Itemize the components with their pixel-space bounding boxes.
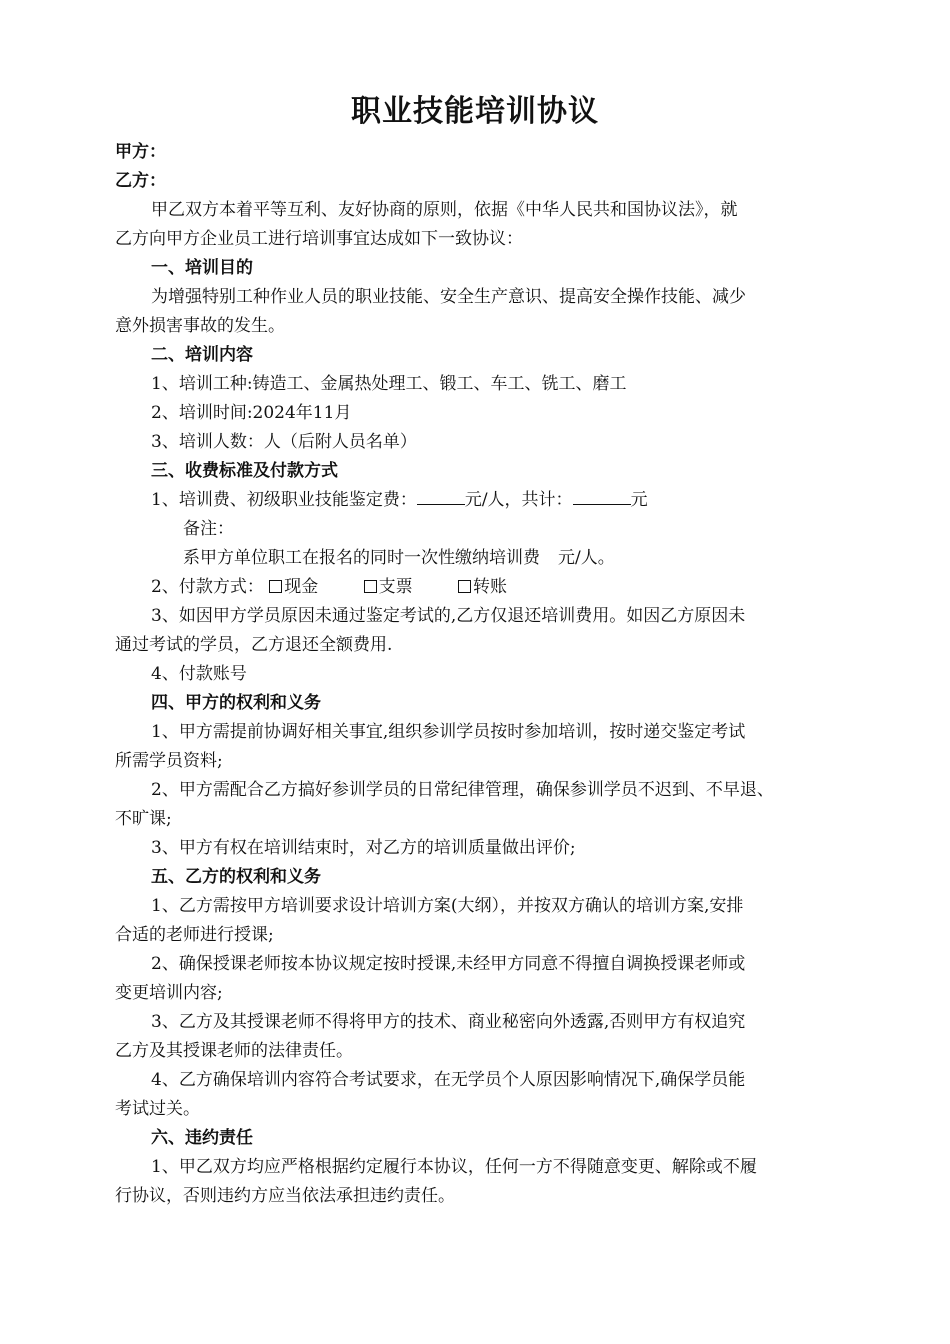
checkbox-icon[interactable]	[269, 580, 282, 593]
section-heading-content: 二、培训内容	[151, 345, 253, 365]
payment-option-label: 支票	[378, 577, 413, 597]
party-b-clause: 合适的老师进行授课;	[115, 925, 274, 945]
party-b-clause: 1、乙方需按甲方培训要求设计培训方案(大纲），并按双方确认的培训方案,安排	[151, 896, 744, 916]
section-heading-liability: 六、违约责任	[151, 1128, 253, 1148]
note-text	[115, 544, 835, 573]
note-label: 备注：	[183, 519, 234, 539]
refund-line: 通过考试的学员，乙方退还全额费用.	[115, 635, 393, 655]
party-b-label: 乙方：	[115, 171, 166, 191]
payment-option-label: 转账	[473, 577, 508, 597]
payment-option-transfer[interactable]	[458, 573, 507, 602]
party-b-clause: 乙方及其授课老师的法律责任。	[115, 1041, 353, 1061]
payment-option-check[interactable]	[364, 573, 413, 602]
liability-line: 1、甲乙双方均应严格根据约定履行本协议，任何一方不得随意变更、解除或不履	[151, 1157, 757, 1177]
payment-account: 4、付款账号	[151, 664, 247, 684]
party-b-clause: 考试过关。	[115, 1099, 200, 1119]
fee-prefix: 1、培训费、初级职业技能鉴定费：	[151, 490, 417, 510]
preamble-line: 甲乙双方本着平等互利、友好协商的原则，依据《中华人民共和国协议法》，就	[151, 200, 738, 220]
content-item: 2、培训时间:2024年11月	[151, 403, 352, 423]
party-a-clause: 1、甲方需提前协调好相关事宜,组织参训学员按时参加培训，按时递交鉴定考试	[151, 722, 746, 742]
payment-option-cash[interactable]	[269, 573, 318, 602]
section-heading-purpose: 一、培训目的	[151, 258, 253, 278]
payment-method-label: 2、付款方式：	[151, 577, 264, 597]
fee-total-unit: 元	[630, 490, 648, 510]
party-a-clause: 不旷课;	[115, 809, 172, 829]
fee-per-person-blank[interactable]	[417, 486, 465, 505]
liability-line: 行协议，否则违约方应当依法承担违约责任。	[115, 1186, 455, 1206]
purpose-line: 为增强特别工种作业人员的职业技能、安全生产意识、提高安全操作技能、减少	[151, 287, 746, 307]
fee-unit: 元/人，共计：	[464, 490, 573, 510]
fee-line	[115, 486, 835, 515]
party-b-clause: 变更培训内容;	[115, 983, 223, 1003]
purpose-line: 意外损害事故的发生。	[115, 316, 285, 336]
payment-option-label: 现金	[284, 577, 319, 597]
checkbox-icon[interactable]	[458, 580, 471, 593]
content-item: 1、培训工种:铸造工、金属热处理工、锻工、车工、铣工、磨工	[151, 374, 627, 394]
refund-line: 3、如因甲方学员原因未通过鉴定考试的,乙方仅退还培训费用。如因乙方原因未	[151, 606, 746, 626]
document-body	[115, 138, 835, 1211]
checkbox-icon[interactable]	[364, 580, 377, 593]
party-a-label: 甲方：	[115, 142, 166, 162]
party-a-clause: 2、甲方需配合乙方搞好参训学员的日常纪律管理，确保参训学员不迟到、不早退、	[151, 780, 774, 800]
document-title: 职业技能培训协议	[351, 94, 599, 129]
party-b-clause: 3、乙方及其授课老师不得将甲方的技术、商业秘密向外透露,否则甲方有权追究	[151, 1012, 746, 1032]
section-heading-fees: 三、收费标准及付款方式	[151, 461, 338, 481]
party-a-clause: 3、甲方有权在培训结束时，对乙方的培训质量做出评价;	[151, 838, 576, 858]
note-text-main: 系甲方单位职工在报名的同时一次性缴纳培训费	[183, 548, 540, 568]
section-heading-party-b: 五、乙方的权利和义务	[151, 867, 321, 887]
fee-total-blank[interactable]	[573, 486, 631, 505]
party-a-clause: 所需学员资料;	[115, 751, 223, 771]
preamble-line: 乙方向甲方企业员工进行培训事宜达成如下一致协议：	[115, 229, 523, 249]
section-heading-party-a: 四、甲方的权利和义务	[151, 693, 321, 713]
content-item: 3、培训人数：人（后附人员名单）	[151, 432, 417, 452]
party-b-clause: 4、乙方确保培训内容符合考试要求，在无学员个人原因影响情况下,确保学员能	[151, 1070, 746, 1090]
payment-method-line	[115, 573, 835, 602]
note-text-unit: 元/人。	[558, 548, 615, 568]
party-b-clause: 2、确保授课老师按本协议规定按时授课,未经甲方同意不得擅自调换授课老师或	[151, 954, 746, 974]
